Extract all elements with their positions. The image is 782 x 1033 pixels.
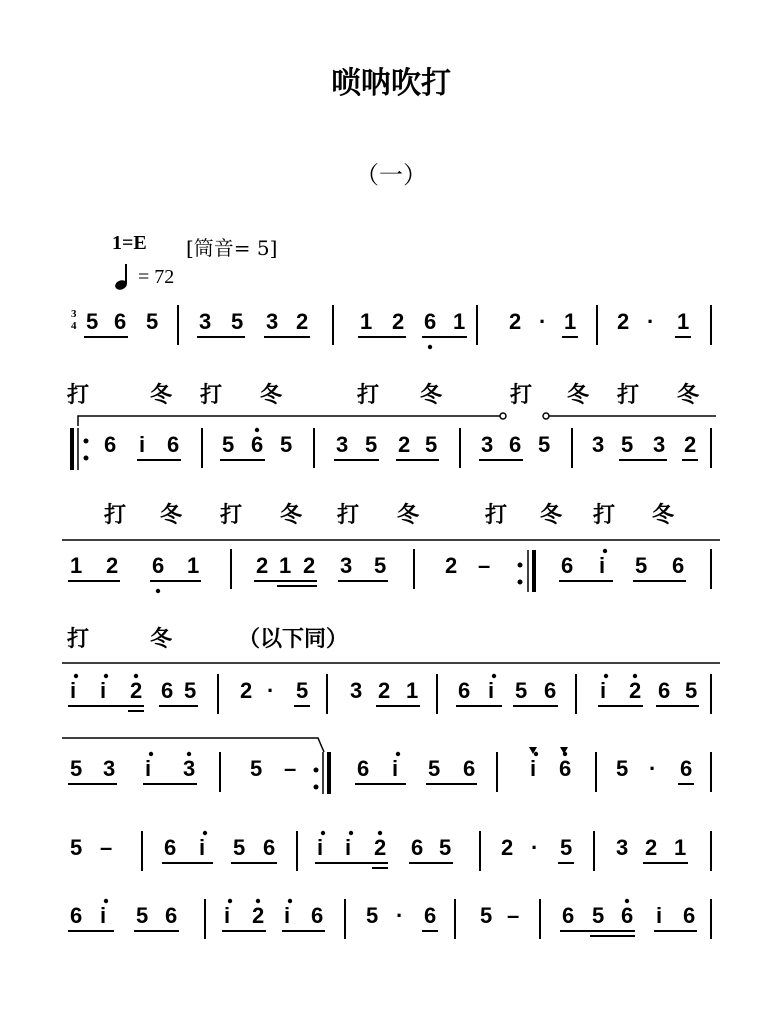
note-r1-11: 1 [453, 309, 466, 334]
note-r2-2: i [139, 432, 146, 457]
note-r4-12: 6 [458, 678, 471, 703]
lyric-row2-5: 打 [337, 502, 360, 528]
note-r4-14: 5 [515, 678, 528, 703]
note-r3-6: 1 [279, 553, 292, 578]
high-octave-dot [74, 674, 78, 678]
note-r5-10: 6 [463, 756, 476, 781]
note-r5-5: 5 [250, 756, 263, 781]
note-r1-9: 2 [392, 309, 405, 334]
high-octave-dot [349, 831, 353, 835]
note-r1-10: 6 [424, 309, 437, 334]
note-r1-6: 3 [266, 309, 279, 334]
time-signature-top: 3 [71, 308, 77, 320]
note-r1-7: 2 [296, 309, 309, 334]
note-r4-17: 2 [629, 678, 642, 703]
note-r1-12: 2 [509, 309, 522, 334]
note-r7-15: 5 [592, 903, 605, 928]
tuning-label: [筒音= 5] [186, 236, 278, 260]
high-octave-dot [255, 428, 259, 432]
note-r6-8: i [345, 835, 352, 860]
note-r6-3: 6 [164, 835, 177, 860]
note-r2-6: 5 [280, 432, 293, 457]
note-r1-16: · [647, 309, 655, 334]
note-r6-4: i [199, 835, 206, 860]
ending-bracket-1 [78, 416, 500, 426]
lyric-row2-4: 冬 [280, 502, 303, 528]
note-r5-2: 3 [103, 756, 116, 781]
note-r2-10: 5 [425, 432, 438, 457]
note-r7-10: · [396, 903, 404, 928]
note-r2-13: 5 [538, 432, 551, 457]
high-octave-dot [633, 674, 637, 678]
note-r4-13: i [488, 678, 495, 703]
high-octave-dot [187, 752, 191, 756]
note-r6-15: 3 [616, 835, 629, 860]
note-r5-3: i [145, 756, 152, 781]
note-r6-12: 2 [501, 835, 514, 860]
note-r2-12: 6 [509, 432, 522, 457]
note-r6-5: 5 [233, 835, 246, 860]
high-octave-dot [203, 831, 207, 835]
note-r5-13: 5 [616, 756, 629, 781]
note-r1-5: 5 [231, 309, 244, 334]
note-r6-11: 5 [439, 835, 452, 860]
note-r2-5: 6 [251, 432, 264, 457]
repeat-dot [314, 785, 319, 790]
note-r1-4: 3 [199, 309, 212, 334]
note-r7-7: i [284, 903, 291, 928]
note-r7-16: 6 [621, 903, 634, 928]
note-r7-11: 6 [424, 903, 437, 928]
note-r1-3: 5 [146, 309, 159, 334]
high-octave-dot [104, 899, 108, 903]
note-r1-8: 1 [360, 309, 373, 334]
low-octave-dot [428, 345, 432, 349]
high-octave-dot [228, 899, 232, 903]
note-r2-16: 3 [653, 432, 666, 457]
note-r7-17: i [656, 903, 663, 928]
repeat-dot [518, 580, 523, 585]
note-r2-4: 5 [222, 432, 235, 457]
bracket-circle [543, 413, 549, 419]
note-r4-7: · [267, 678, 275, 703]
note-r3-9: 5 [374, 553, 387, 578]
high-octave-dot [604, 674, 608, 678]
repeat-dot [84, 456, 89, 461]
high-octave-dot [396, 752, 400, 756]
note-r3-15: 6 [672, 553, 685, 578]
lyric-row2-8: 冬 [540, 502, 563, 528]
note-r6-6: 6 [263, 835, 276, 860]
note-r1-2: 6 [114, 309, 127, 334]
note-r7-2: i [100, 903, 107, 928]
note-r7-18: 6 [683, 903, 696, 928]
lyric-row2-2: 冬 [160, 502, 183, 528]
note-r7-14: 6 [562, 903, 575, 928]
note-r5-11: i [530, 756, 537, 781]
high-octave-dot [603, 549, 607, 553]
note-r5-8: i [392, 756, 399, 781]
lyric-row2-9: 打 [593, 502, 616, 528]
note-r3-8: 3 [340, 553, 353, 578]
note-r2-3: 6 [167, 432, 180, 457]
tempo-label: = 72 [138, 266, 175, 288]
note-r4-3: 2 [130, 678, 143, 703]
high-octave-dot [625, 899, 629, 903]
note-r4-9: 3 [350, 678, 363, 703]
high-octave-dot [104, 674, 108, 678]
high-octave-dot [321, 831, 325, 835]
lyric-row1-10: 冬 [677, 382, 700, 408]
lyric-row2-10: 冬 [652, 502, 675, 528]
lyric-row1-3: 打 [200, 382, 223, 408]
lyric-row2-3: 打 [220, 502, 243, 528]
note-r7-12: 5 [480, 903, 493, 928]
note-r4-1: i [70, 678, 77, 703]
note-r4-8: 5 [296, 678, 309, 703]
note-r4-18: 6 [658, 678, 671, 703]
high-octave-dot [134, 674, 138, 678]
note-r7-13: – [507, 903, 520, 928]
lyric-row2-7: 打 [485, 502, 508, 528]
section-subtitle: （一） [355, 161, 427, 189]
note-r4-4: 6 [161, 678, 174, 703]
note-r5-15: 6 [680, 756, 693, 781]
bracket-circle [500, 413, 506, 419]
note-r2-17: 2 [684, 432, 697, 457]
note-r5-14: · [649, 756, 657, 781]
note-r5-1: 5 [70, 756, 83, 781]
high-octave-dot [378, 831, 382, 835]
note-r5-6: – [284, 756, 297, 781]
lyric-row3-1: 打 [67, 626, 90, 652]
lyric-row1-6: 冬 [420, 382, 443, 408]
note-r2-7: 3 [336, 432, 349, 457]
note-r4-6: 2 [240, 678, 253, 703]
note-r7-5: i [224, 903, 231, 928]
note-r7-9: 5 [366, 903, 379, 928]
note-r1-13: · [539, 309, 547, 334]
note-r4-19: 5 [685, 678, 698, 703]
note-r1-17: 1 [677, 309, 690, 334]
low-octave-dot [156, 589, 160, 593]
note-r2-8: 5 [365, 432, 378, 457]
note-r3-13: i [599, 553, 606, 578]
lyric-row3-3: （以下同） [238, 626, 349, 652]
ending-bracket-3 [62, 738, 324, 752]
note-r7-4: 6 [165, 903, 178, 928]
note-r2-1: 6 [104, 432, 117, 457]
note-r6-16: 2 [645, 835, 658, 860]
tonality-label: 1=E [112, 232, 147, 254]
lyric-row1-2: 冬 [150, 382, 173, 408]
high-octave-dot [288, 899, 292, 903]
note-r4-15: 6 [544, 678, 557, 703]
note-r3-1: 1 [70, 553, 83, 578]
note-r6-7: i [317, 835, 324, 860]
note-r1-15: 2 [617, 309, 630, 334]
note-r2-14: 3 [592, 432, 605, 457]
note-r2-15: 5 [621, 432, 634, 457]
high-octave-dot [256, 899, 260, 903]
note-r4-10: 2 [378, 678, 391, 703]
lyric-row1-5: 打 [357, 382, 380, 408]
note-r5-9: 5 [428, 756, 441, 781]
note-r7-3: 5 [136, 903, 149, 928]
lyric-row1-7: 打 [510, 382, 533, 408]
high-octave-dot [492, 674, 496, 678]
note-r6-13: · [531, 835, 539, 860]
note-r6-10: 6 [411, 835, 424, 860]
high-octave-dot [149, 752, 153, 756]
lyric-row3-2: 冬 [150, 626, 173, 652]
note-r5-4: 3 [183, 756, 196, 781]
note-r3-11: – [478, 553, 491, 578]
page-title: 唢呐吹打 [331, 66, 451, 101]
note-r3-12: 6 [561, 553, 574, 578]
time-signature-bottom: 4 [71, 320, 77, 332]
note-r3-10: 2 [445, 553, 458, 578]
lyric-row2-1: 打 [104, 502, 127, 528]
high-octave-dot [534, 752, 538, 756]
note-r4-11: 1 [406, 678, 419, 703]
note-r7-6: 2 [252, 903, 265, 928]
lyric-row2-6: 冬 [397, 502, 420, 528]
note-r5-12: 6 [559, 756, 572, 781]
note-r7-8: 6 [311, 903, 324, 928]
note-r2-9: 2 [398, 432, 411, 457]
repeat-dot [314, 768, 319, 773]
lyric-row1-4: 冬 [260, 382, 283, 408]
note-r4-16: i [600, 678, 607, 703]
note-r4-5: 5 [184, 678, 197, 703]
note-r3-14: 5 [635, 553, 648, 578]
note-r7-1: 6 [70, 903, 83, 928]
note-r1-1: 5 [86, 309, 99, 334]
lyric-row1-1: 打 [67, 382, 90, 408]
lyric-row1-9: 打 [617, 382, 640, 408]
note-r1-14: 1 [564, 309, 577, 334]
note-r6-2: – [100, 835, 113, 860]
repeat-dot [84, 439, 89, 444]
note-r6-1: 5 [70, 835, 83, 860]
note-r3-3: 6 [152, 553, 165, 578]
note-r3-5: 2 [256, 553, 269, 578]
repeat-dot [518, 563, 523, 568]
note-r3-4: 1 [187, 553, 200, 578]
note-r3-7: 2 [303, 553, 316, 578]
note-r6-9: 2 [374, 835, 387, 860]
note-r4-2: i [100, 678, 107, 703]
note-r2-11: 3 [481, 432, 494, 457]
lyric-row1-8: 冬 [567, 382, 590, 408]
note-r6-17: 1 [674, 835, 687, 860]
note-r5-7: 6 [357, 756, 370, 781]
note-r3-2: 2 [106, 553, 119, 578]
note-r6-14: 5 [560, 835, 573, 860]
